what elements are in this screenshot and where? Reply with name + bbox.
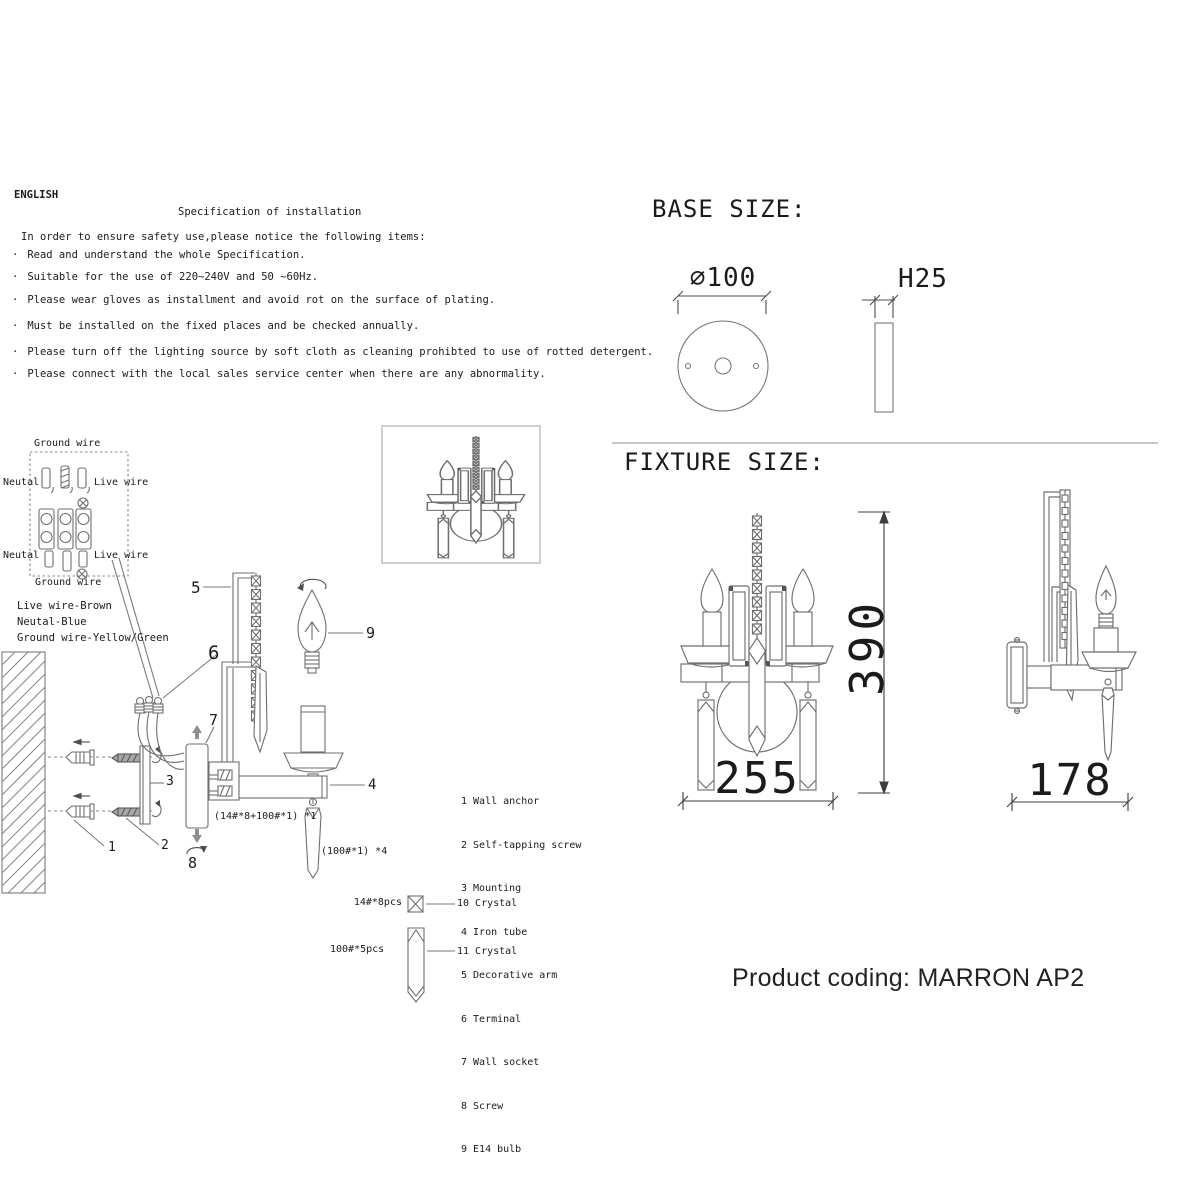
base-diameter-dim: ⌀100 <box>689 263 757 293</box>
part-row: 10 Crystal <box>457 898 518 909</box>
product-coding: Product coding: MARRON AP2 <box>732 964 1085 992</box>
part-row: 11 Crystal <box>457 946 518 957</box>
part-row: 2 Self-tapping screw <box>461 839 582 851</box>
crystal11-qty-label: 100#*5pcs <box>330 944 385 955</box>
callout-screw: 8 <box>188 854 198 872</box>
bullet: · <box>12 320 19 332</box>
live-wire-label-bottom: Live wire <box>94 550 149 561</box>
spec-item: · Please wear gloves as installment and avoid rot on the surface of plating. <box>12 294 496 306</box>
spec-item: · Suitable for the use of 220~240V and 50 ~60Hz. <box>12 271 319 283</box>
neutral-label-top: Neutal <box>3 477 40 488</box>
legend-neutral: Neutal-Blue <box>17 616 87 628</box>
legend-ground-wire: Ground wire-Yellow/Green <box>17 632 169 644</box>
part-row: 1 Wall anchor <box>461 796 540 807</box>
ground-wire-label-bottom: Ground wire <box>35 577 102 588</box>
callout-e14-bulb: 9 <box>366 624 376 642</box>
live-wire-label-top: Live wire <box>94 477 149 488</box>
spec-item: · Please connect with the local sales service center when there are any abnormality. <box>12 368 546 380</box>
part-row: 5 Decorative arm <box>461 970 558 981</box>
crystal-icons <box>408 896 455 1002</box>
part-row: 9 E14 bulb <box>461 1144 522 1155</box>
callout-wall-anchor: 1 <box>108 840 116 855</box>
callout-self-tapping-screw: 2 <box>161 838 169 853</box>
mount-pack-label: (14#*8+100#*1) *1 <box>214 811 317 822</box>
part-row: 7 Wall socket <box>461 1057 540 1068</box>
fixture-width-dim: 255 <box>714 753 800 804</box>
language-label: ENGLISH <box>14 189 59 201</box>
callout-decorative-arm: 5 <box>191 578 201 597</box>
callout-iron-tube: 4 <box>368 777 377 793</box>
spec-item: · Must be installed on the fixed places and be checked annually. <box>12 320 420 332</box>
part-row: 6 Terminal <box>461 1013 522 1025</box>
part-row: 4 Iron tube <box>461 926 528 938</box>
crystal10-qty-label: 14#*8pcs <box>353 897 402 908</box>
bullet: · <box>12 271 19 283</box>
spec-item: · Read and understand the whole Specification. <box>12 249 306 261</box>
bullet: · <box>12 294 19 306</box>
callout-wall-socket: 7 <box>209 711 219 729</box>
bullet: · <box>12 249 19 261</box>
fixture-height-dim: 390 <box>839 597 894 697</box>
ground-wire-label-top: Ground wire <box>34 438 101 449</box>
bullet: · <box>12 368 19 380</box>
fixture-side-view <box>1007 490 1136 760</box>
installation-diagram <box>2 558 365 925</box>
spec-title: Specification of installation <box>178 206 362 218</box>
callout-terminal: 6 <box>208 642 220 664</box>
legend-live-wire: Live wire-Brown <box>17 600 112 612</box>
base-size-heading: BASE SIZE: <box>652 195 807 223</box>
part-row: 3 Mounting <box>461 883 522 894</box>
fixture-size-heading: FIXTURE SIZE: <box>624 448 825 476</box>
base-height-dim: H25 <box>898 264 948 294</box>
base-size-drawing <box>673 291 898 412</box>
neutral-label-bottom: Neutal <box>3 550 40 561</box>
parts-list <box>461 766 581 1172</box>
spec-item: · Please turn off the lighting source by soft cloth as cleaning prohibted to use of rotted detergent. <box>12 346 654 358</box>
callout-mounting: 3 <box>166 774 174 789</box>
arm-crystal-pack-label: (100#*1) *4 <box>321 846 388 857</box>
part-row: 8 Screw <box>461 1100 504 1112</box>
fixture-depth-dim: 178 <box>1027 755 1113 806</box>
bullet: · <box>12 346 19 358</box>
spec-intro: In order to ensure safety use,please notice the following items: <box>21 231 426 243</box>
